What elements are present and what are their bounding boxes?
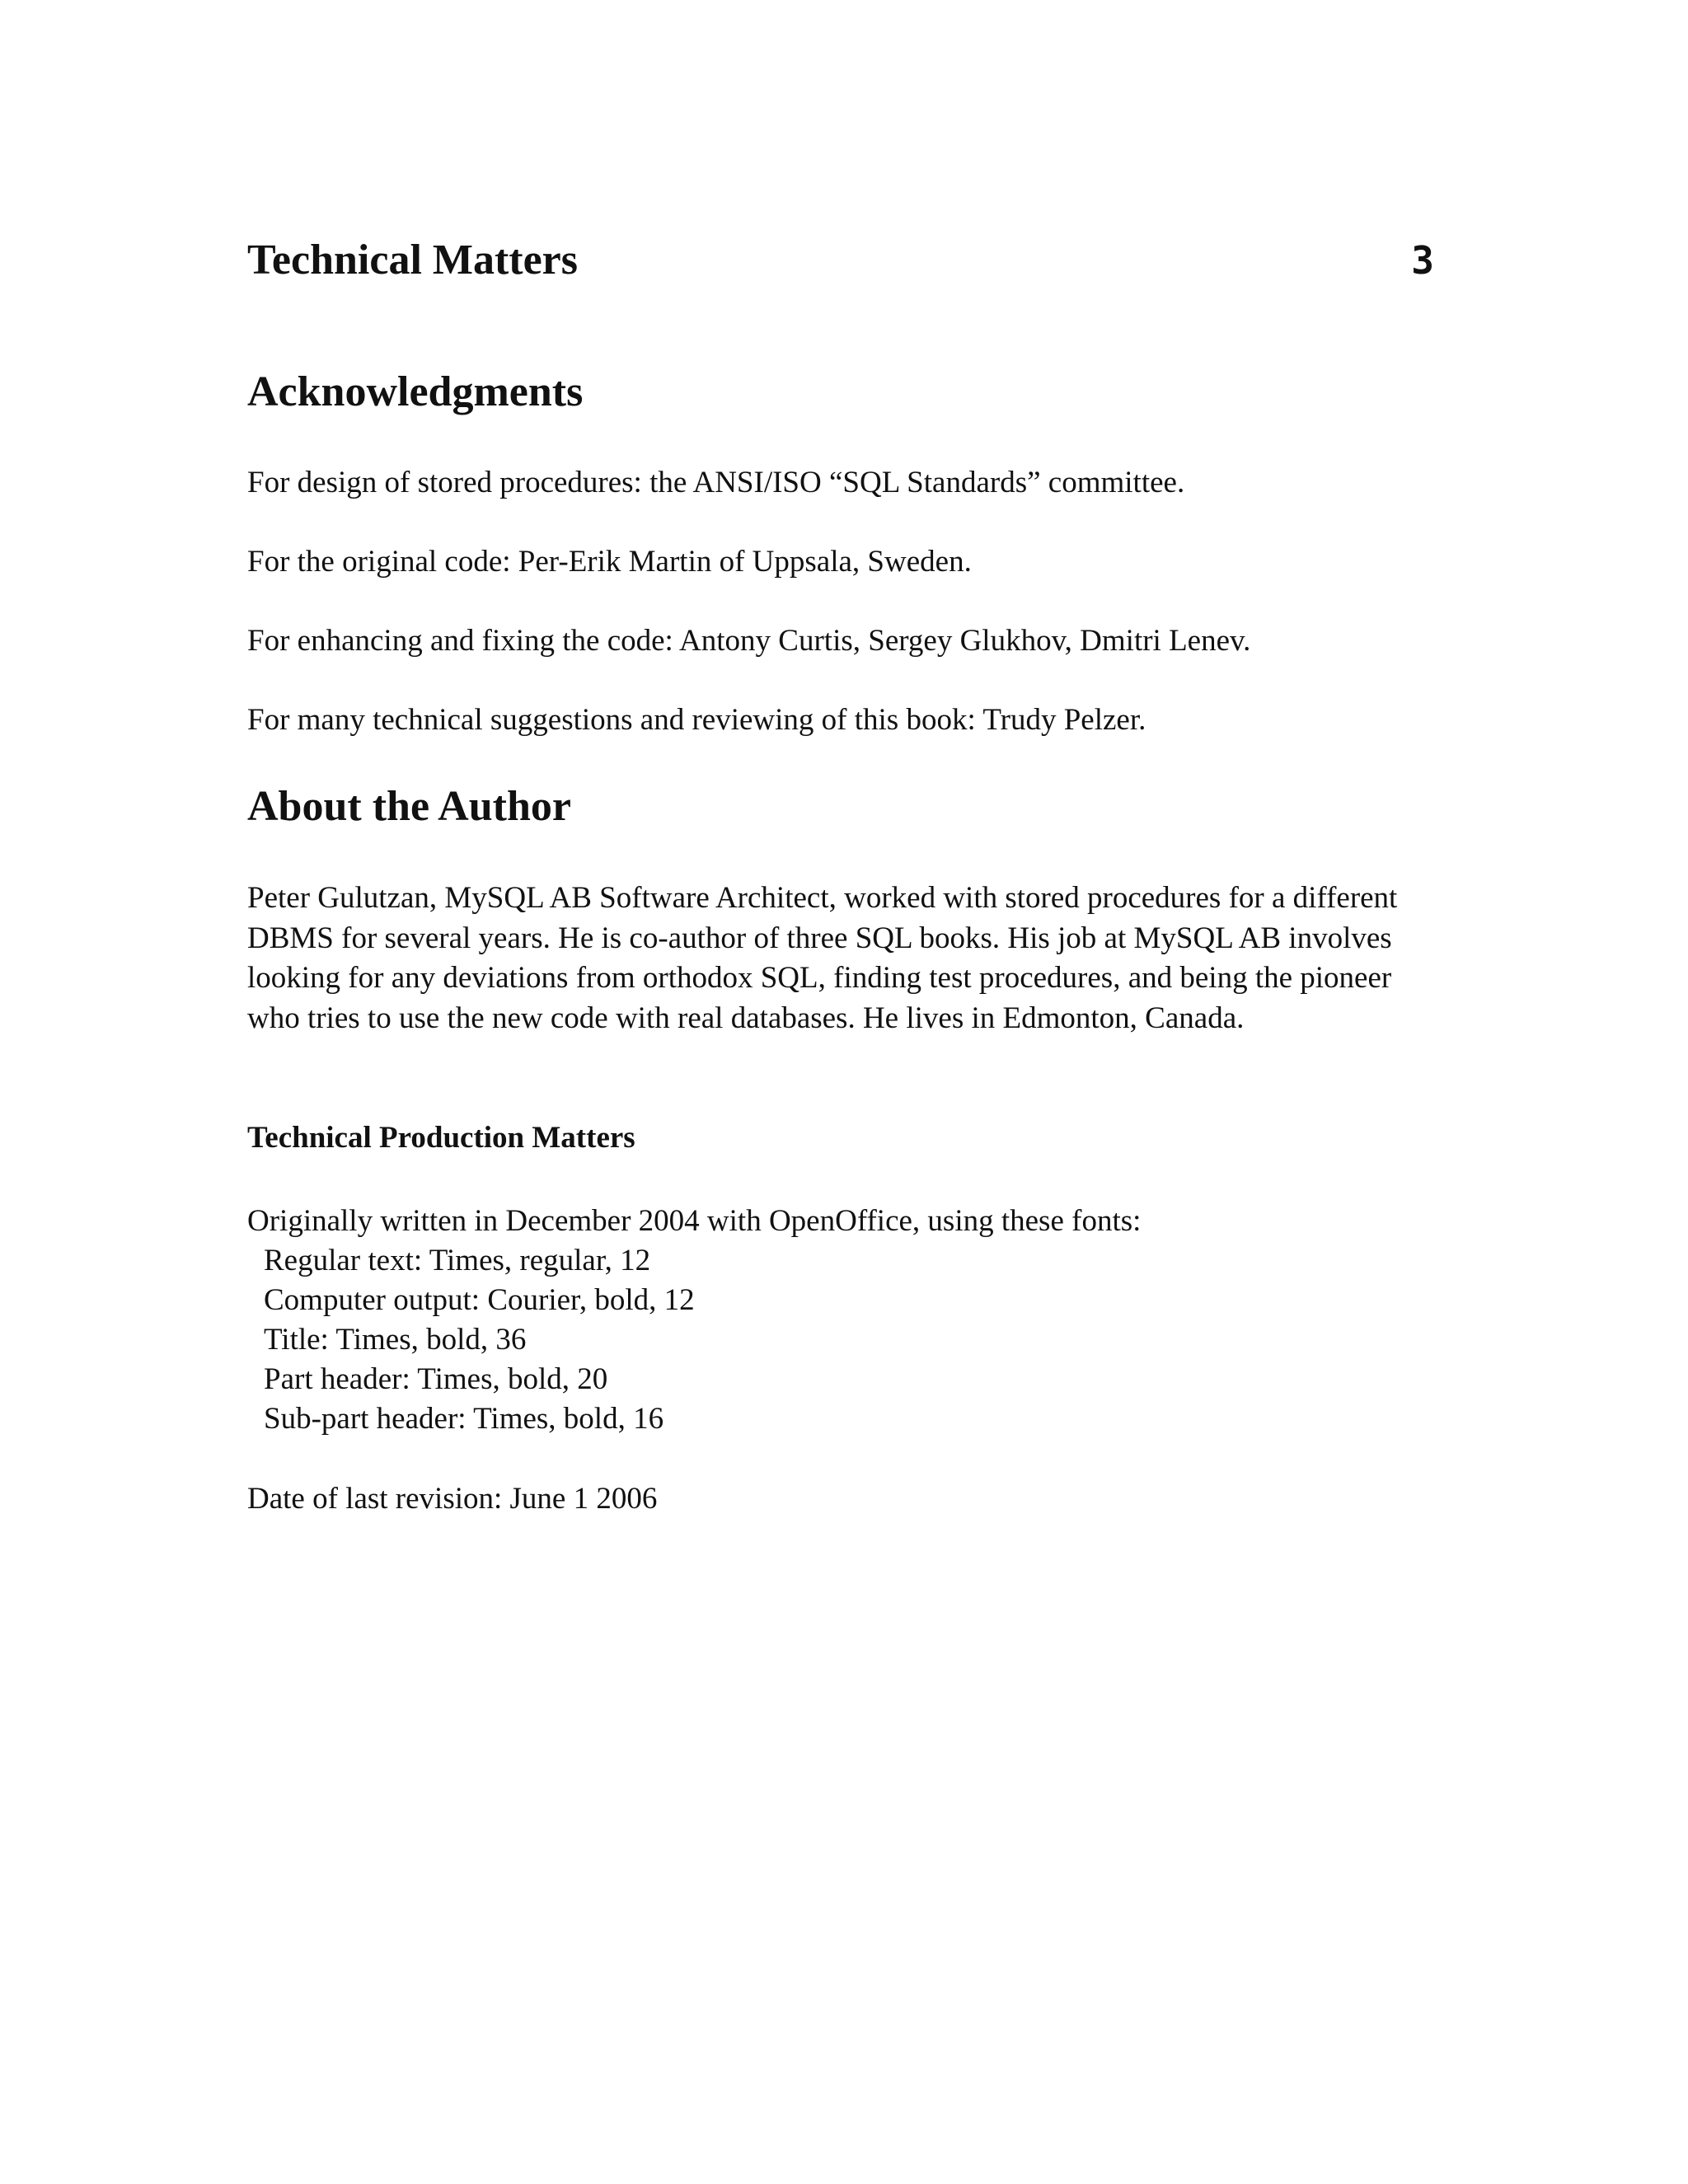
page-number: 3 — [1411, 238, 1434, 283]
about-author-paragraph: Peter Gulutzan, MySQL AB Software Architect, worked with stored procedures for a different DBMS for several years. He is co-author of three SQL books. His job at MySQL AB involves looking for any deviations from orthodox SQL, finding test procedures, and being the pioneer who tries to use the new code with real databases. He lives in Edmonton, Canada. — [247, 881, 1398, 1035]
acknowledgment-paragraph: For the original code: Per-Erik Martin of Uppsala, Sweden. — [247, 545, 972, 579]
document-page — [247, 0, 1434, 2184]
font-list-item: Part header: Times, bold, 20 — [264, 1362, 608, 1396]
acknowledgments-heading: Acknowledgments — [247, 368, 584, 415]
running-header — [247, 227, 1434, 293]
font-list — [247, 1202, 1434, 1439]
acknowledgment-paragraph: For enhancing and fixing the code: Antony Curtis, Sergey Glukhov, Dmitri Lenev. — [247, 624, 1251, 658]
production-intro: Originally written in December 2004 with OpenOffice, using these fonts: — [247, 1204, 1142, 1238]
font-list-item: Sub-part header: Times, bold, 16 — [264, 1402, 664, 1436]
about-author-heading: About the Author — [247, 783, 571, 830]
revision-date: Date of last revision: June 1 2006 — [247, 1482, 658, 1516]
font-list-item: Computer output: Courier, bold, 12 — [264, 1283, 695, 1317]
running-header-title: Technical Matters — [247, 237, 578, 284]
font-list-item: Regular text: Times, regular, 12 — [264, 1244, 651, 1277]
acknowledgment-paragraph: For many technical suggestions and reviewing of this book: Trudy Pelzer. — [247, 703, 1146, 737]
production-heading: Technical Production Matters — [247, 1121, 635, 1155]
acknowledgment-paragraph: For design of stored procedures: the ANSI/ISO “SQL Standards” committee. — [247, 466, 1185, 499]
font-list-item: Title: Times, bold, 36 — [264, 1323, 527, 1357]
